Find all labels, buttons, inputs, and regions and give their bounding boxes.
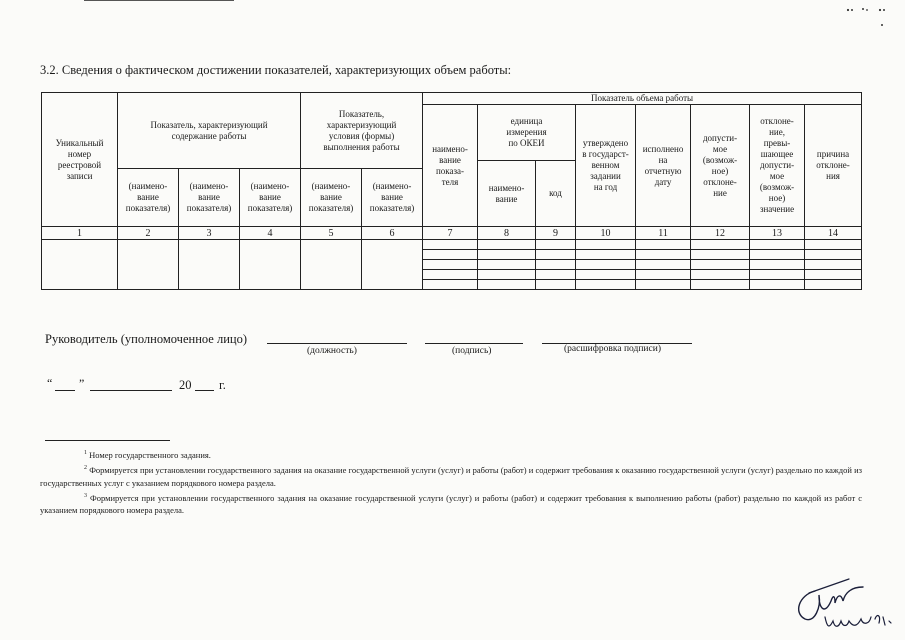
table-cell[interactable] <box>636 280 691 290</box>
header-indicator-name-3: (наимено- вание показателя) <box>179 169 240 227</box>
table-cell[interactable] <box>423 270 478 280</box>
table-cell[interactable] <box>362 240 423 290</box>
footnote-text: Формируется при установлении государственного задания на оказание государственной услуги (услуг) и работы (работ) и содержит требования к выполнению работы (работ) раздельно по каждой из работ с указанием порядкового номера раздела. <box>40 492 862 516</box>
table-cell[interactable] <box>576 260 636 270</box>
footnote-mark: 1 <box>84 450 87 456</box>
table-cell[interactable] <box>301 240 362 290</box>
header-allowed-deviation: допусти- мое (возмож- ное) отклоне- ние <box>691 105 750 227</box>
header-okei-name: наимено- вание <box>478 161 536 227</box>
column-number: 11 <box>636 227 691 240</box>
table-cell[interactable] <box>179 240 240 290</box>
header-conditions-indicator: Показатель, характеризующий условия (формы) выполнения работы <box>301 93 423 169</box>
column-number: 14 <box>805 227 862 240</box>
table-cell[interactable] <box>750 250 805 260</box>
table-cell[interactable] <box>576 250 636 260</box>
header-volume-indicator: Показатель объема работы <box>423 93 862 105</box>
table-cell[interactable] <box>536 240 576 250</box>
scan-specks <box>838 4 893 34</box>
footnote-rule <box>45 440 170 441</box>
month-line[interactable] <box>90 390 172 391</box>
header-indicator-name-2: (наимено- вание показателя) <box>118 169 179 227</box>
work-volume-table <box>41 92 862 290</box>
table-cell[interactable] <box>240 240 301 290</box>
table-cell[interactable] <box>423 260 478 270</box>
column-number: 5 <box>301 227 362 240</box>
table-cell[interactable] <box>423 250 478 260</box>
table-cell[interactable] <box>576 240 636 250</box>
table-cell[interactable] <box>750 270 805 280</box>
footnote-text: Формируется при установлении государственного задания на оказание государственной услуги (услуг) и работы (работ) и содержит требования к оказанию государственной услуги (услуг) раздельно по каждой из государственных услуг с указанием порядкового номера раздела. <box>40 464 863 488</box>
table-cell[interactable] <box>576 280 636 290</box>
column-number: 9 <box>536 227 576 240</box>
table-cell[interactable] <box>478 260 536 270</box>
position-line[interactable] <box>267 343 407 344</box>
column-number: 4 <box>240 227 301 240</box>
year-line[interactable] <box>195 390 214 391</box>
table-cell[interactable] <box>536 270 576 280</box>
column-number: 6 <box>362 227 423 240</box>
table-cell[interactable] <box>536 250 576 260</box>
table-cell[interactable] <box>750 280 805 290</box>
header-indicator-name: наимено- вание показа- теля <box>423 105 478 227</box>
year-prefix: 20 <box>179 378 192 392</box>
table-cell[interactable] <box>691 260 750 270</box>
header-unique-number: Уникальный номер реестровой записи <box>42 93 118 227</box>
date-open-quote: “ <box>47 376 53 390</box>
column-number: 2 <box>118 227 179 240</box>
table-cell[interactable] <box>805 280 862 290</box>
column-number: 13 <box>750 227 805 240</box>
footnote-2 <box>40 462 862 490</box>
header-okei-code: код <box>536 161 576 227</box>
position-caption: (должность) <box>307 346 357 356</box>
date-close-quote: ” <box>79 376 85 390</box>
header-indicator-name-4: (наимено- вание показателя) <box>240 169 301 227</box>
header-content-indicator: Показатель, характеризующий содержание работы <box>118 93 301 169</box>
table-cell[interactable] <box>636 260 691 270</box>
header-okei-unit: единица измерения по ОКЕИ <box>478 105 576 161</box>
footnote-mark: 3 <box>84 492 87 499</box>
footnote-mark: 2 <box>84 464 87 471</box>
table-cell[interactable] <box>805 260 862 270</box>
header-executed: исполнено на отчетную дату <box>636 105 691 227</box>
section-title: 3.2. Сведения о фактическом достижении показателей, характеризующих объем работы: <box>40 63 512 77</box>
table-cell[interactable] <box>478 240 536 250</box>
table-cell[interactable] <box>691 280 750 290</box>
footnote-1 <box>40 447 862 462</box>
table-cell[interactable] <box>118 240 179 290</box>
column-number: 3 <box>179 227 240 240</box>
table-cell[interactable] <box>478 280 536 290</box>
column-number: 7 <box>423 227 478 240</box>
table-row <box>42 240 862 250</box>
header-excess-deviation: отклоне- ние, превы- шающее допусти- мое (возмож- ное) значение <box>750 105 805 227</box>
table-cell[interactable] <box>691 270 750 280</box>
header-indicator-name-6: (наимено- вание показателя) <box>362 169 423 227</box>
table-cell[interactable] <box>42 240 118 290</box>
header-indicator-name-5: (наимено- вание показателя) <box>301 169 362 227</box>
footnote-text: Номер государственного задания. <box>89 449 211 460</box>
table-cell[interactable] <box>536 280 576 290</box>
signature-caption: (подпись) <box>452 346 492 356</box>
scan-artifact-line <box>84 0 234 1</box>
table-cell[interactable] <box>636 240 691 250</box>
table-cell[interactable] <box>423 240 478 250</box>
table-cell[interactable] <box>805 240 862 250</box>
day-line[interactable] <box>55 390 75 391</box>
footnotes <box>40 447 862 517</box>
table-cell[interactable] <box>636 270 691 280</box>
year-suffix: г. <box>219 378 226 392</box>
table-cell[interactable] <box>750 260 805 270</box>
table-cell[interactable] <box>691 250 750 260</box>
table-cell[interactable] <box>805 270 862 280</box>
column-number: 10 <box>576 227 636 240</box>
header-deviation-reason: причина отклоне- ния <box>805 105 862 227</box>
table-cell[interactable] <box>576 270 636 280</box>
decoding-caption: (расшифровка подписи) <box>564 344 661 354</box>
footnote-3 <box>40 490 862 518</box>
signature-line[interactable] <box>425 343 523 344</box>
table-cell[interactable] <box>636 250 691 260</box>
header-approved: утверждено в государст- венном задании на год <box>576 105 636 227</box>
table-cell[interactable] <box>536 260 576 270</box>
table-cell[interactable] <box>750 240 805 250</box>
table-cell[interactable] <box>423 280 478 290</box>
table-cell[interactable] <box>805 250 862 260</box>
signer-label: Руководитель (уполномоченное лицо) <box>45 332 248 346</box>
table-cell[interactable] <box>478 250 536 260</box>
handwritten-signature <box>785 573 900 635</box>
table-cell[interactable] <box>478 270 536 280</box>
column-number: 8 <box>478 227 536 240</box>
column-number: 12 <box>691 227 750 240</box>
table-cell[interactable] <box>691 240 750 250</box>
column-number: 1 <box>42 227 118 240</box>
